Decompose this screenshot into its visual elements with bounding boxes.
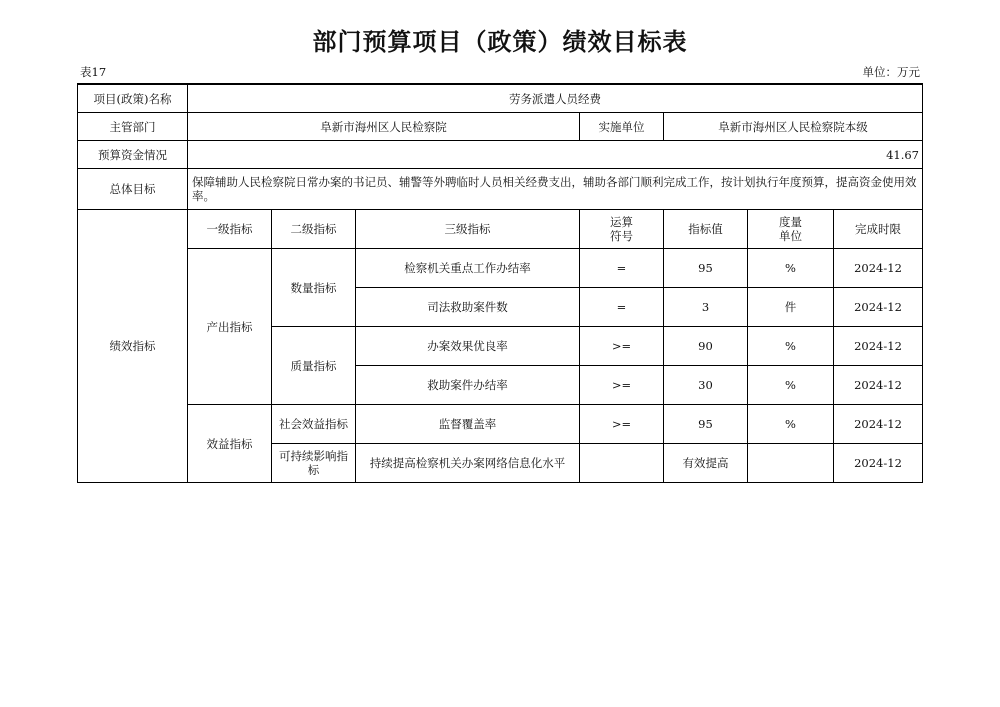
project-label: 项目(政策)名称 <box>78 84 188 113</box>
indicator-name: 办案效果优良率 <box>356 327 580 366</box>
social-benefit-label: 社会效益指标 <box>272 405 356 444</box>
benefit-label: 效益指标 <box>188 405 272 483</box>
indicator-deadline: 2024-12 <box>834 444 923 483</box>
header-value: 指标值 <box>664 210 748 249</box>
impl-unit-label: 实施单位 <box>580 113 664 141</box>
indicator-value: 95 <box>664 249 748 288</box>
indicator-value: 30 <box>664 366 748 405</box>
page-title: 部门预算项目（政策）绩效目标表 <box>312 27 688 56</box>
table-row <box>78 405 923 444</box>
budget-label: 预算资金情况 <box>78 141 188 169</box>
dept-label: 主管部门 <box>78 113 188 141</box>
indicator-op: >= <box>580 405 664 444</box>
table-row <box>78 210 923 249</box>
quality-label: 质量指标 <box>272 327 356 405</box>
performance-table <box>77 83 923 483</box>
header-unit: 度量单位 <box>748 210 834 249</box>
indicator-value: 3 <box>664 288 748 327</box>
table-row <box>78 249 923 288</box>
indicator-name: 司法救助案件数 <box>356 288 580 327</box>
table-row <box>78 169 923 210</box>
indicator-value: 90 <box>664 327 748 366</box>
indicator-op: = <box>580 288 664 327</box>
indicator-deadline: 2024-12 <box>834 366 923 405</box>
budget-value: 41.67 <box>188 141 923 169</box>
project-name: 劳务派遣人员经费 <box>188 84 923 113</box>
header-deadline: 完成时限 <box>834 210 923 249</box>
sustain-label: 可持续影响指标 <box>272 444 356 483</box>
table-row <box>78 84 923 113</box>
table-number: 表17 <box>80 65 107 79</box>
indicator-unit: % <box>748 327 834 366</box>
indicator-deadline: 2024-12 <box>834 327 923 366</box>
indicator-deadline: 2024-12 <box>834 288 923 327</box>
indicator-value: 95 <box>664 405 748 444</box>
indicator-unit: % <box>748 249 834 288</box>
unit-label: 单位：万元 <box>862 65 920 79</box>
quantity-label: 数量指标 <box>272 249 356 327</box>
goal-label: 总体目标 <box>78 169 188 210</box>
indicator-name: 救助案件办结率 <box>356 366 580 405</box>
indicator-unit: % <box>748 366 834 405</box>
header-level1: 一级指标 <box>188 210 272 249</box>
header-op: 运算符号 <box>580 210 664 249</box>
impl-unit-name: 阜新市海州区人民检察院本级 <box>664 113 923 141</box>
indicator-deadline: 2024-12 <box>834 405 923 444</box>
perf-label: 绩效指标 <box>78 210 188 483</box>
indicator-name: 持续提高检察机关办案网络信息化水平 <box>356 444 580 483</box>
indicator-unit: % <box>748 405 834 444</box>
indicator-op: >= <box>580 366 664 405</box>
indicator-unit <box>748 444 834 483</box>
indicator-op: >= <box>580 327 664 366</box>
indicator-op: = <box>580 249 664 288</box>
indicator-op <box>580 444 664 483</box>
table-row <box>78 113 923 141</box>
indicator-value: 有效提高 <box>664 444 748 483</box>
dept-name: 阜新市海州区人民检察院 <box>188 113 580 141</box>
indicator-unit: 件 <box>748 288 834 327</box>
table-row <box>78 141 923 169</box>
indicator-name: 监督覆盖率 <box>356 405 580 444</box>
output-label: 产出指标 <box>188 249 272 405</box>
goal-text: 保障辅助人民检察院日常办案的书记员、辅警等外聘临时人员相关经费支出，辅助各部门顺利完成工作，按计划执行年度预算，提高资金使用效率。 <box>188 169 923 210</box>
header-level2: 二级指标 <box>272 210 356 249</box>
header-level3: 三级指标 <box>356 210 580 249</box>
indicator-deadline: 2024-12 <box>834 249 923 288</box>
indicator-name: 检察机关重点工作办结率 <box>356 249 580 288</box>
